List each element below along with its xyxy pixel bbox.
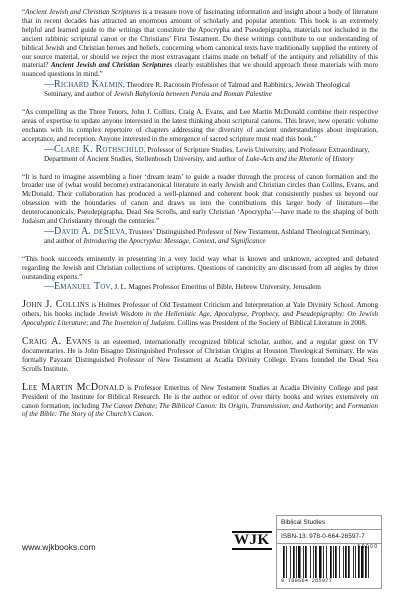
barcode-panel [276,515,382,589]
endorser-name: Richard Kalmin [54,79,123,91]
back-cover-text [22,8,378,429]
endorsement-attribution: —David A. deSilva, Trustees’ Distinguished Professor of New Testament, Ashland Theological Seminary, and author of Introducing the Apocrypha: Message, Context, and Significance [44,225,371,245]
endorser-name: David A. deSilva [54,225,126,237]
endorsement-1 [22,8,378,99]
author-name: John J. Collins [22,299,90,311]
endorsement-quote: “This book succeeds eminently in presenting in a very lucid way what is known and unknown, accepted and debated regarding the Jewish and Christian collections of scriptures. Questions of canonicity are discussed from all angles by three outstanding experts.” [22,254,378,281]
isbn-label: ISBN-13: 978-0-664-26597-7 [277,530,381,544]
endorsement-attribution: —Richard Kalmin, Theodore R. Racoosin Professor of Talmud and Rabbinics, Jewish Theological Seminary, and author of Jewish Babylonia between Persia and Roman Palestine [44,79,351,99]
barcode-digits: 9 780664 265977 [281,578,333,584]
endorser-name: Emanuel Tov [54,281,111,293]
endorsement-quote: “It is hard to imagine assembling a finer ‘dream team’ to guide a reader through the process of canon formation and the broader use of (what would become) extracanonical literature in early Jewish and Christian circles than Collins, Evans, and McDonald. Their collaboration has produced a well-planned and coherent book that consistently pushes us beyond our obsession with the boundaries of canon and draws us into the contributions this larger body of literature—the deuterocanonicals, Pseudepigrapha, Dead Sea Scrolls, and early Christian ‘Apocrypha’—have made to the shaping of both Judaism and Christianity through the centuries.” [22,172,378,226]
barcode-icon [283,546,375,578]
endorsement-attribution: —Emanuel Tov, J. L. Magnes Professor Emeritus of Bible, Hebrew University, Jerusalem [44,281,321,293]
endorsement-3 [22,173,378,246]
endorsement-attribution: —Clare K. Rothschild, Professor of Scripture Studies, Lewis University, and Professor Extraordinary, Department of Ancient Studies, Stellenbosch University, and author of Luke-Acts and the Rhetoric of History [44,143,370,163]
publisher-logo: WJK [234,532,270,548]
endorsement-4 [22,255,378,293]
endorsement-quote: “Ancient Jewish and Christian Scriptures is a treasure trove of fascinating information and insight about a body of literature that in recent decades has attracted an enormous amount of scholarly and popular attention. This book is an extremely helpful and learned guide to the writings that constitute the Apocrypha and Pseudepigrapha, materials not included in the ancient rabbinic scriptural canon or the Christians’ First Testament. Do these writings contribute to our understanding of biblical Jewish and Christian heroes and beliefs, concerning whom canonical texts have traditionally supplied the entirety of our source material, or should we reject the most extravagant claims made on behalf of the antiquity and reliability of this material? Ancient Jewish and Christian Scriptures clearly establishes that we should approach these materials with more nuanced questions in mind.” [22,8,378,79]
subject-category: Biblical Studies [277,516,381,530]
author-bio-collins: John J. Collins is Holmes Professor of Old Testament Criticism and Interpretation at Yale Divinity School. Among others, his books include Jewish Wisdom in the Hellenistic Age, Apocalypse, Prophecy, and Pseudepigraphy: On Jewish Apocalyptic Literature; and The Invention of Judaism. Collins was President of the Society of Biblical Literature in 2008. [22,299,379,328]
endorsement-quote: “As compelling as the Three Tenors, John J. Collins, Craig A. Evans, and Lee Martin McDonald combine their respective areas of expertise to update anyone interested in the latest thinking about scriptural canons. This brave, new operatic volume enchants with its complex repertoire of chapters addressing the diversity of ancient understandings about inspiration, acceptance, and reception. Anyone interested in the emergence of sacred scripture must read this book.” [22,108,378,143]
author-name: Craig A. Evans [22,336,92,348]
publisher-website-link[interactable]: www.wjkbooks.com [22,542,96,552]
endorsement-2 [22,108,378,163]
barcode-addon-digits: 5 0 0 0 0 [357,544,377,550]
author-bio-evans: Craig A. Evans is an esteemed, internationally recognized biblical scholar, author, and a regular guest on TV documentaries. He is John Bisagno Distinguished Professor of Christian Origins at Houston Theological Seminary. He was formally Payzant Distinguished Professor of New Testament at Acadia Divinity College. Evans founded the Dead Sea Scrolls Institute. [22,336,379,373]
author-name: Lee Martin McDonald [22,381,125,393]
author-bio-mcdonald: Lee Martin McDonald is Professor Emeritus of New Testament Studies at Acadia Divinity College and past President of the Institute for Biblical Research. He is the author or editor of over thirty books and writes extensively on canon formation, including The Canon Debate; The Biblical Canon: Its Origin, Transmission, and Authority; and Formation of the Bible: The Story of the Church’s Canon. [22,381,379,419]
endorser-name: Clare K. Rothschild [54,143,144,155]
